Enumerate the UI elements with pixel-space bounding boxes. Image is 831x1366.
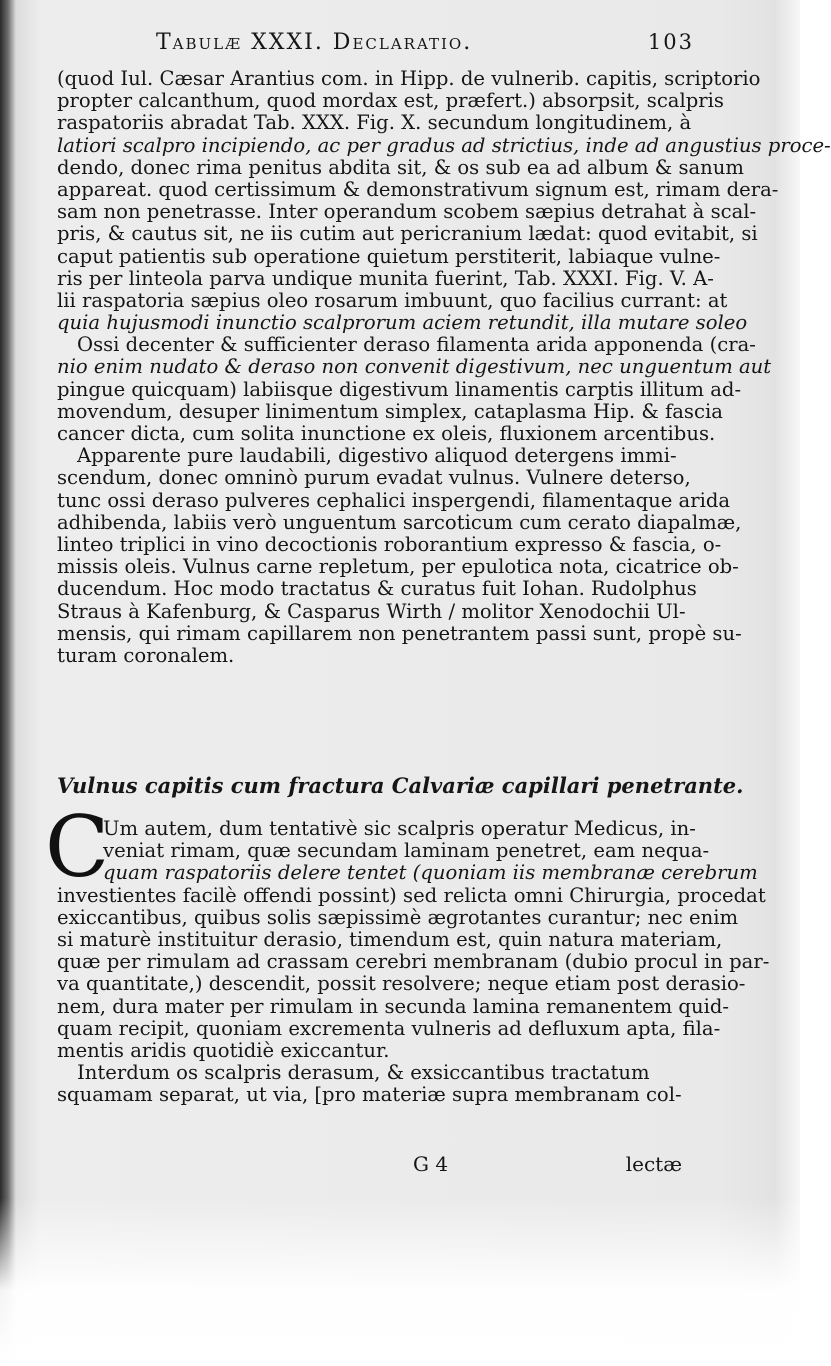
text-line: tunc ossi deraso pulveres cephalici inspergendi, filamentaque arida xyxy=(57,488,731,512)
text-line: Um autem, dum tentativè sic scalpris operatur Medicus, in- xyxy=(103,817,696,840)
section-text xyxy=(45,798,770,1107)
text-line: (quod Iul. Cæsar Arantius com. in Hipp. de vulnerib. capitis, scriptorio xyxy=(57,67,761,90)
text-line: scendum, donec omninò purum evadat vulnus. Vulnere deterso, xyxy=(57,466,691,490)
text-line: linteo triplici in vino decoctionis roborantium expresso & fascia, o- xyxy=(57,532,722,556)
text-line: propter calcanthum, quod mordax est, præfert.) absorpsit, scalpris xyxy=(57,89,724,113)
signature-mark: G 4 xyxy=(413,1152,449,1176)
text-line: raspatoriis abradat Tab. XXX. Fig. X. secundum longitudinem, à xyxy=(57,111,692,135)
text-line: quam raspatoriis delere tentet (quoniam iis membranæ cerebrum xyxy=(103,861,758,885)
text-line: latiori scalpro incipiendo, ac per gradus ad strictius, inde ad angustius proce- xyxy=(57,133,831,157)
paragraph-start: Apparente pure laudabili, digestivo aliquod detergens immi- xyxy=(77,444,677,468)
text-line: ris per linteola parva undique munita fuerint, Tab. XXXI. Fig. V. A- xyxy=(57,266,714,290)
text-line: si maturè instituitur derasio, timendum est, quin natura materiam, xyxy=(57,927,723,951)
text-line: cancer dicta, cum solita inunctione ex oleis, fluxionem arcentibus. xyxy=(57,422,716,445)
text-line: turam coronalem. xyxy=(57,643,235,667)
text-line: veniat rimam, quæ secundam laminam penetret, eam nequa- xyxy=(103,839,710,863)
text-line: squamam separat, ut via, [pro materiæ supra membranam col- xyxy=(57,1083,682,1107)
text-line: lii raspatoria sæpius oleo rosarum imbuunt, quo facilius currant: at xyxy=(57,288,728,312)
text-line: Straus à Kafenburg, & Casparus Wirth / molitor Xenodochii Ul- xyxy=(57,599,686,623)
text-line: dendo, donec rima penitus abdita sit, & os sub ea ad album & sanum xyxy=(57,155,744,179)
text-line: mensis, qui rimam capillarem non penetrantem passi sunt, propè su- xyxy=(57,621,742,645)
text-line: nio enim nudato & deraso non convenit digestivum, nec unguentum aut xyxy=(57,355,772,379)
section-heading: Vulnus capitis cum fractura Calvariæ capillari penetrante. xyxy=(57,773,744,798)
text-line: caput patientis sub operatione quietum perstiterit, labiaque vulne- xyxy=(57,244,721,268)
text-line: nem, dura mater per rimulam in secunda lamina remanentem quid- xyxy=(57,994,730,1018)
text-line: appareat. quod certissimum & demonstrativum signum est, rimam dera- xyxy=(57,177,779,201)
text-line: adhibenda, labiis verò unguentum sarcoticum cum cerato diapalmæ, xyxy=(57,510,742,534)
page-header xyxy=(100,30,694,58)
catchword: lectæ xyxy=(625,1152,682,1176)
text-line: va quantitate,) descendit, possit resolvere; neque etiam post derasio- xyxy=(57,972,746,996)
text-line: investientes facilè offendi possint) sed relicta omni Chirurgia, procedat xyxy=(57,883,766,907)
text-line: missis oleis. Vulnus carne repletum, per epulotica nota, cicatrice ob- xyxy=(57,555,739,579)
text-line: sam non penetrasse. Inter operandum scobem sæpius detrahat à scal- xyxy=(57,200,757,224)
text-line: quia hujusmodi inunctio scalprorum aciem retundit, illa mutare soleo xyxy=(57,311,748,335)
drop-cap: C xyxy=(45,798,110,896)
text-line: movendum, desuper linimentum simplex, cataplasma Hip. & fascia xyxy=(57,399,723,423)
paragraph-start: Ossi decenter & sufficienter deraso filamenta arida apponenda (cra- xyxy=(77,333,756,357)
page-footer xyxy=(57,1152,682,1176)
running-title: Tabulæ XXXI. Declaratio. xyxy=(156,30,473,55)
text-line: mentis aridis quotidiè exiccantur. xyxy=(57,1038,390,1062)
page-number: 103 xyxy=(647,30,694,54)
paragraph-start: Interdum os scalpris derasum, & exsiccantibus tractatum xyxy=(77,1061,650,1085)
body-text xyxy=(57,67,831,667)
text-line: quam recipit, quoniam excrementa vulneris ad defluxum apta, fila- xyxy=(57,1016,721,1040)
text-line: quæ per rimulam ad crassam cerebri membranam (dubio procul in par- xyxy=(57,950,770,974)
text-line: pris, & cautus sit, ne iis cutim aut pericranium lædat: quod evitabit, si xyxy=(57,222,758,246)
text-line: pingue quicquam) labiisque digestivum linamentis carptis illitum ad- xyxy=(57,377,742,401)
text-line: ducendum. Hoc modo tractatus & curatus fuit Iohan. Rudolphus xyxy=(57,577,697,601)
text-line: exiccantibus, quibus solis sæpissimè ægrotantes curantur; nec enim xyxy=(57,905,739,929)
